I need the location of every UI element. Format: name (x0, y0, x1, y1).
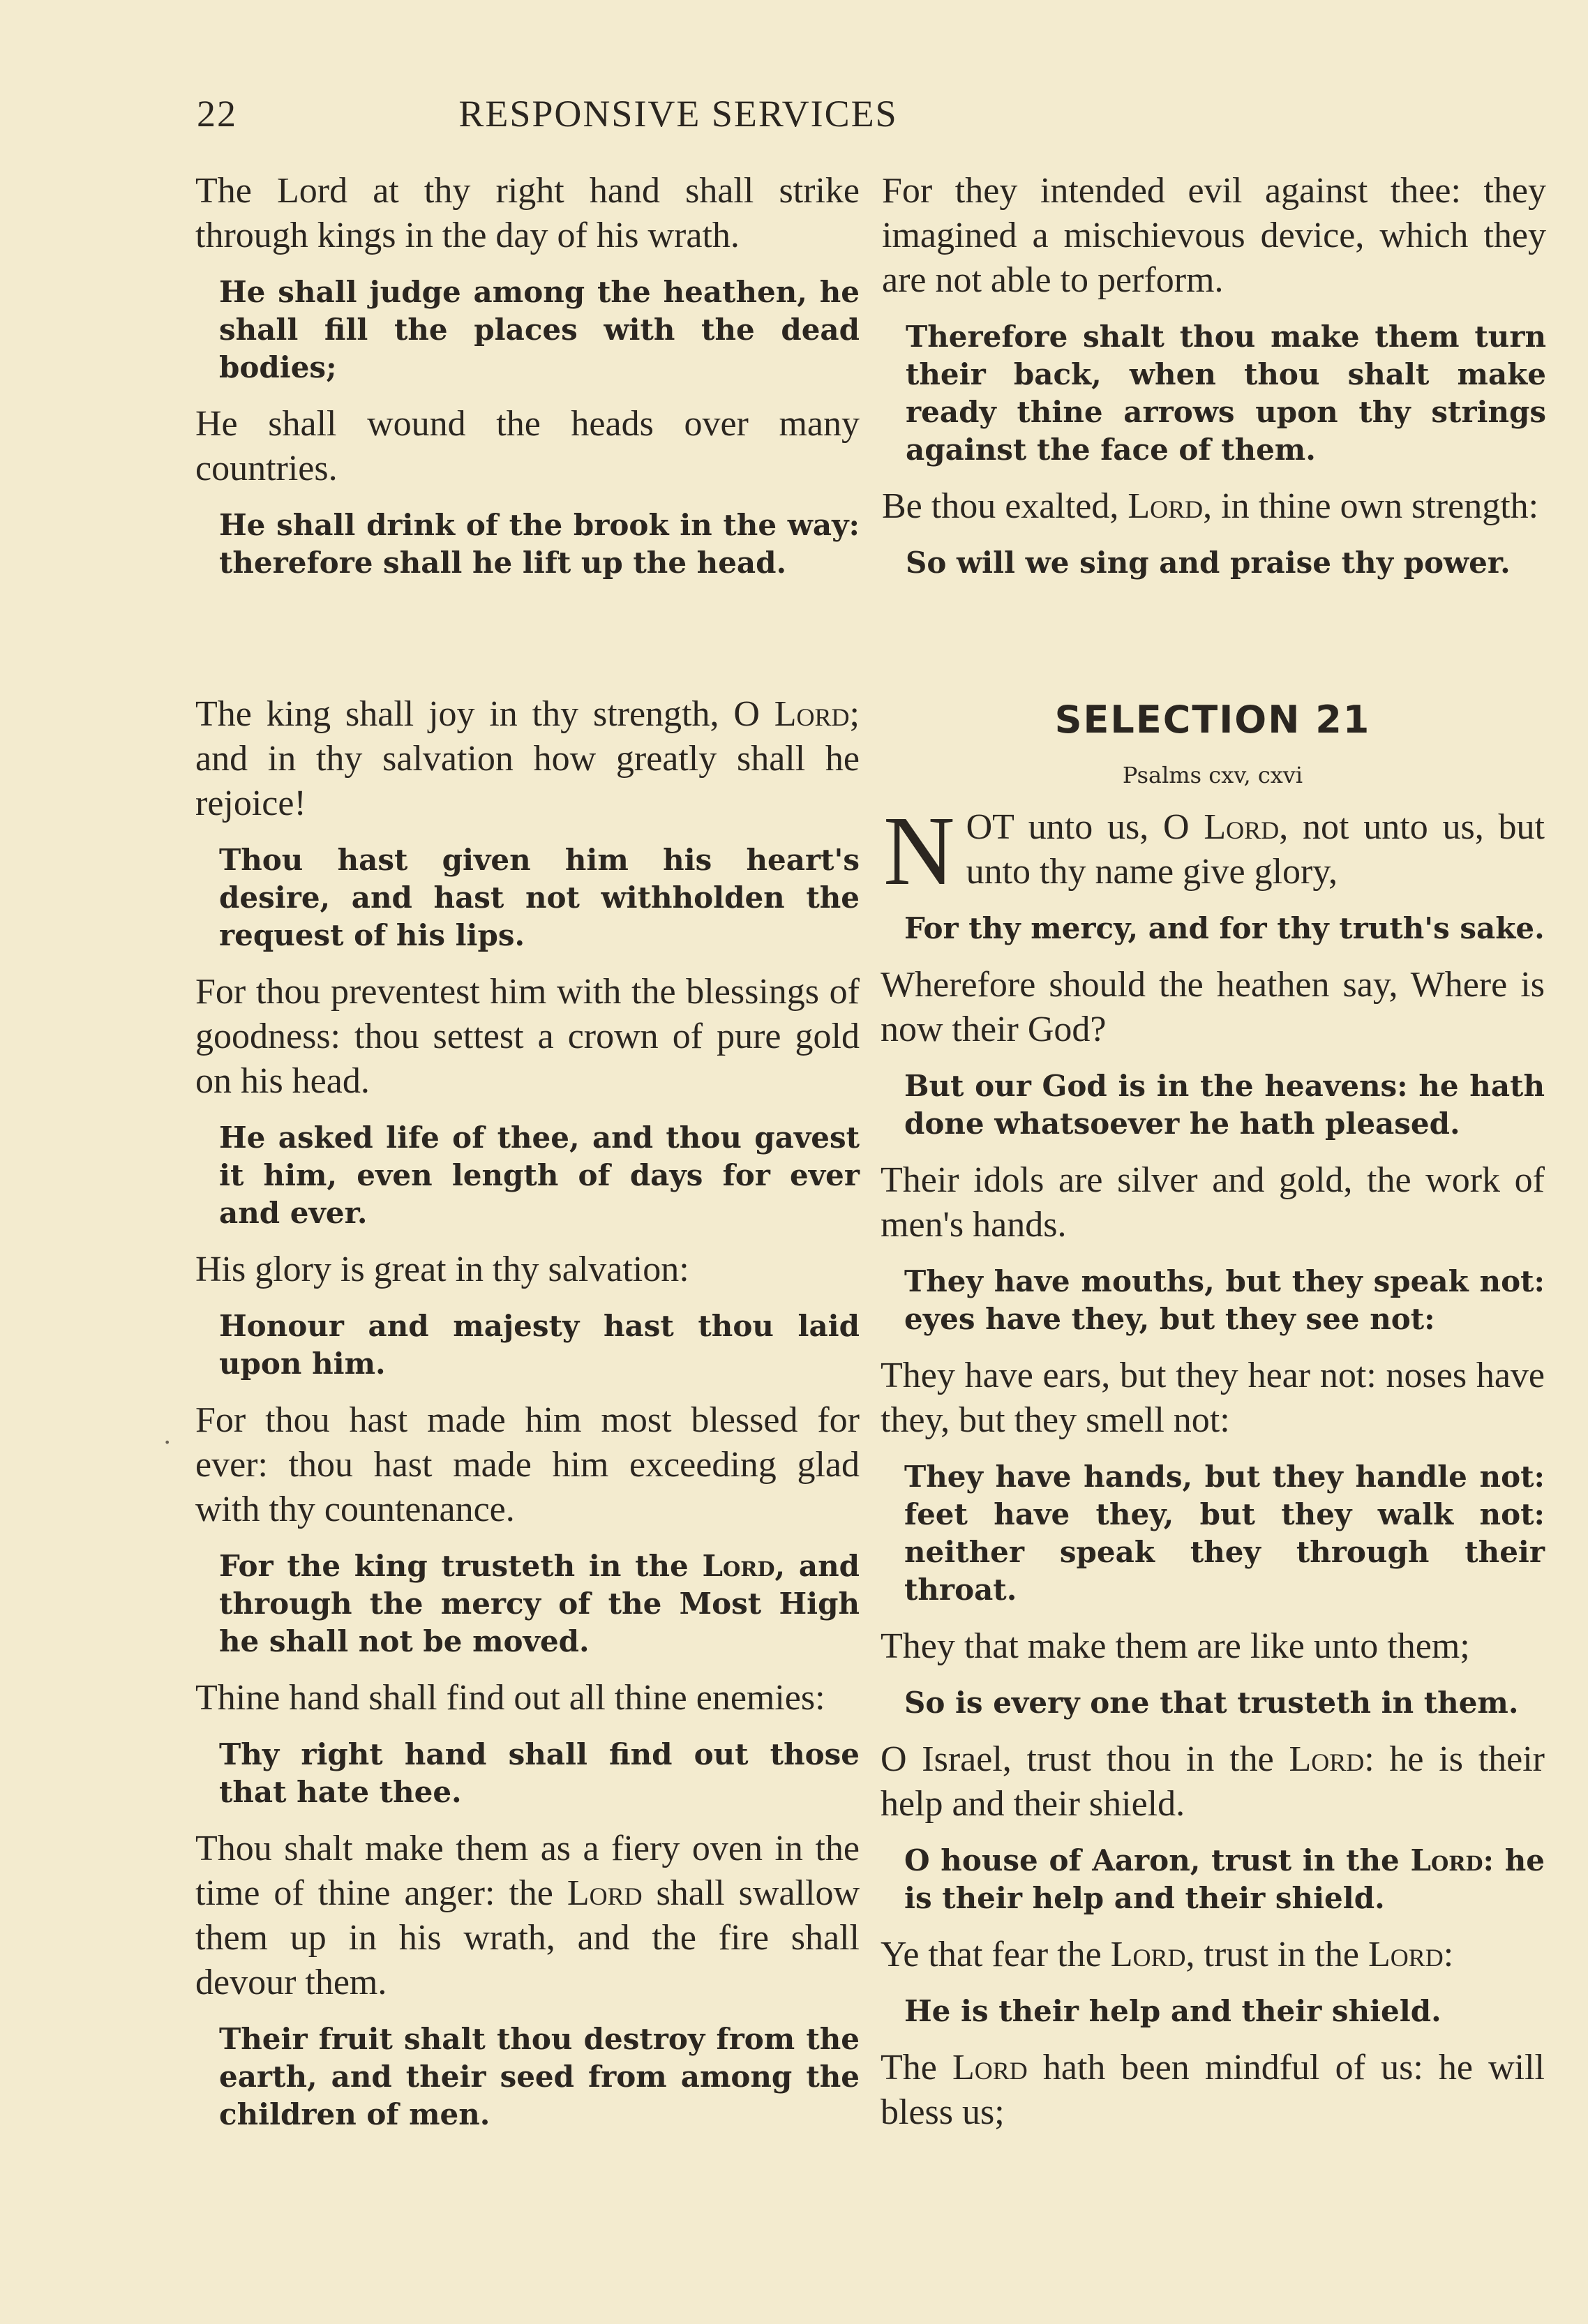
verse-line: He shall wound the heads over many countries. (195, 404, 860, 488)
verse-line: Be thou exalted, Lord, in thine own strength: (882, 486, 1539, 526)
margin-mark: · (163, 1429, 172, 1457)
response-line: Therefore shalt thou make them turn their back, when thou shalt make ready thine arrows upon thy strings against the face of them. (906, 320, 1546, 467)
left-column-top (195, 169, 860, 597)
verse-line: For thou preventest him with the blessings of goodness: thou settest a crown of pure gold on his head. (195, 972, 860, 1101)
verse-line: For they intended evil against thee: they imagined a mischievous device, which they are not able to perform. (882, 171, 1546, 300)
lord-smallcaps: Lord (774, 694, 850, 734)
right-column-bottom (881, 692, 1545, 2150)
opening-verse: NOT unto us, O Lord, not unto us, but unto thy name give glory, (883, 795, 1545, 906)
response-line: Honour and majesty hast thou laid upon him. (219, 1309, 860, 1381)
verse-line: Ye that fear the Lord, trust in the Lord: (881, 1935, 1454, 1974)
response-line: He shall judge among the heathen, he shall fill the places with the dead bodies; (219, 275, 860, 384)
response-line: Thy right hand shall find out those that hate thee. (219, 1737, 860, 1809)
page-number: 22 (197, 93, 237, 135)
lord-smallcaps: Lord (1289, 1739, 1365, 1779)
left-column-bottom (195, 692, 860, 2149)
page-header (197, 89, 1139, 138)
response-line: O house of Aaron, trust in the Lord: he is their help and their shield. (904, 1843, 1545, 1915)
verse-line: The Lord hath been mindful of us: he will bless us; (881, 2048, 1545, 2132)
verse-line: Wherefore should the heathen say, Where is now their God? (881, 965, 1545, 1049)
verse-line: Their idols are silver and gold, the work of men's hands. (881, 1160, 1545, 1245)
verse-line: Thine hand shall find out all thine enemies: (195, 1678, 825, 1718)
response-line: Thou hast given him his heart's desire, and hast not withholden the request of his lips. (219, 843, 860, 952)
lord-smallcaps: Lord (952, 2048, 1028, 2087)
verse-line: The king shall joy in thy strength, O Lord; and in thy salvation how greatly shall he rejoice! (195, 694, 860, 823)
response-line: They have hands, but they handle not: feet have they, but they walk not: neither speak they through their throat. (904, 1460, 1545, 1607)
running-title: RESPONSIVE SERVICES (458, 93, 898, 135)
response-line: He is their help and their shield. (904, 1994, 1441, 2028)
right-column-top (882, 169, 1546, 597)
response-line: He asked life of thee, and thou gavest it him, even length of days for ever and ever. (219, 1120, 860, 1230)
verse-line: O Israel, trust thou in the Lord: he is their help and their shield. (881, 1739, 1545, 1824)
selection-title: SELECTION 21 (1054, 698, 1371, 742)
response-line: He shall drink of the brook in the way: therefore shall he lift up the head. (219, 508, 860, 580)
verse-line: The Lord at thy right hand shall strike through kings in the day of his wrath. (195, 171, 860, 255)
lord-smallcaps: Lord (567, 1873, 643, 1913)
drop-cap: N (883, 795, 955, 906)
response-line: But our God is in the heavens: he hath done whatsoever he hath pleased. (904, 1069, 1545, 1141)
verse-line: For thou hast made him most blessed for ever: thou hast made him exceeding glad with thy countenance. (195, 1400, 860, 1529)
verse-line: His glory is great in thy salvation: (195, 1250, 689, 1289)
lord-smallcaps: Lord (1368, 1935, 1444, 1974)
lord-smallcaps: Lord (1204, 807, 1280, 847)
response-line: So will we sing and praise thy power. (906, 546, 1511, 580)
response-line: They have mouths, but they speak not: eyes have they, but they see not: (904, 1264, 1545, 1336)
lord-smallcaps: Lord (1110, 1935, 1186, 1974)
response-line: Their fruit shalt thou destroy from the earth, and their seed from among the children of men. (219, 2022, 860, 2131)
lord-smallcaps: Lord (1410, 1843, 1483, 1877)
lord-smallcaps: Lord (1128, 486, 1204, 526)
verse-line: They that make them are like unto them; (881, 1626, 1470, 1666)
response-line: For thy mercy, and for thy truth's sake. (904, 911, 1545, 945)
verse-line: They have ears, but they hear not: noses have they, but they smell not: (881, 1356, 1545, 1440)
verse-line: Thou shalt make them as a fiery oven in the time of thine anger: the Lord shall swallow them up in his wrath, and the fire shall devour them. (195, 1829, 860, 2002)
response-line: For the king trusteth in the Lord, and through the mercy of the Most High he shall not be moved. (219, 1549, 860, 1658)
selection-source: Psalms cxv, cxvi (1122, 762, 1303, 788)
lord-smallcaps: Lord (702, 1549, 775, 1583)
response-line: So is every one that trusteth in them. (904, 1686, 1519, 1720)
